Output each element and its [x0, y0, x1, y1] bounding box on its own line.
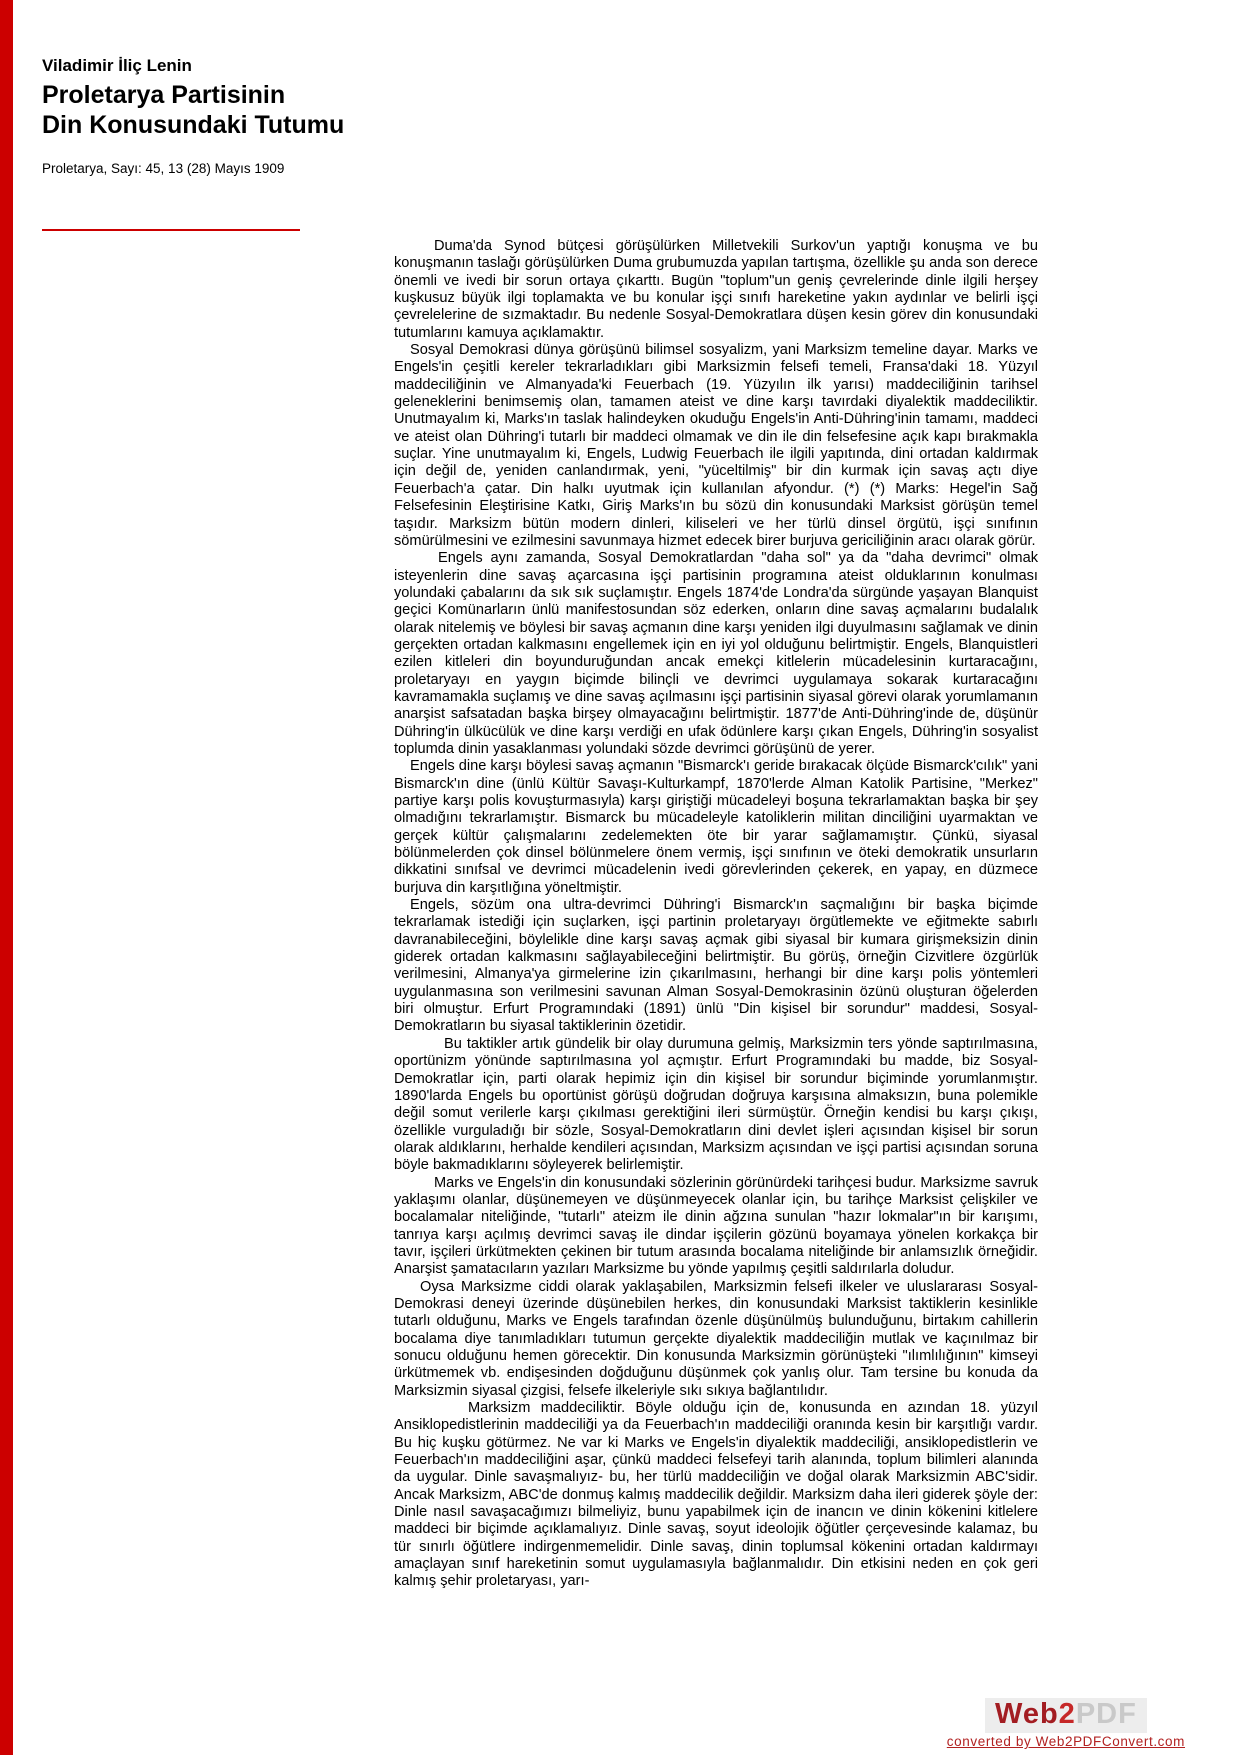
web2pdf-watermark	[947, 1698, 1185, 1749]
red-accent-bar	[0, 0, 13, 1755]
web2pdfconvert-link[interactable]: converted by Web2PDFConvert.com	[946, 1734, 1185, 1749]
article-paragraph: Duma'da Synod bütçesi görüşülürken Milletvekili Surkov'un yaptığı konuşma ve bu konuşmanın taslağı görüşülürken Duma grubumuzda yapılan tartışma, özellikle şu anda son derece önemli ve ivedi bir sorun ortaya çıkarttı. Bugün "toplum"un geniş çevrelerinde dinle ilgili herşey kuşkusuz büyük ilgi toplamakta ve bu konular işçi sınıfı hareketine yakın aydınlar ve belirli işçi çevrelelerine de sızmaktadır. Bu nedenle Sosyal-Demokratlara düşen kesin görev din konusundaki tutumlarını kamuya açıklamaktır.	[394, 238, 1038, 341]
article-body	[394, 238, 1038, 1591]
page-title	[42, 80, 344, 140]
web2pdf-logo	[985, 1698, 1147, 1733]
article-paragraph: Marksizm maddeciliktir. Böyle olduğu için de, konusunda en azından 18. yüzyıl Ansiklopedistlerinin maddeciliği ya da Feuerbach'ın maddeciliği oranında kesin bir karşıtlığı vardır. Bu hiç kuşku götürmez. Ne var ki Marks ve Engels'in diyalektik maddeciliği, ansiklopedistlerin ve Feuerbach'ın maddeciliğini aşar, çünkü maddeci felsefeyi tarih alanında, toplum bilimleri alanında da uygular. Dinle savaşmalıyız- bu, her türlü maddeciliğin ve doğal olarak Marksizmin ABC'sidir. Ancak Marksizm, ABC'de donmuş kalmış maddecilik değildir. Marksizm daha ileri giderek şöyle der: Dinle nasıl savaşacağımızı bilmeliyiz, bunu yapabilmek için de inancın ve dinin kökenini kitlelere maddeci bir biçimde açıklamalıyız. Dinle savaş, soyut ideolojik öğütler çerçevesinde kalamaz, bu tür sınırlı öğütlere indirgenmemelidir. Dinle savaş, dinin toplumsal kökenini ortadan kaldırmayı amaçlayan sınıf hareketinin somut uygulamasıyla bağlanmalıdır. Din etkisini neden en çok geri kalmış şehir proletaryası, yarı-	[394, 1400, 1038, 1590]
article-paragraph: Sosyal Demokrasi dünya görüşünü bilimsel sosyalizm, yani Marksizm temeline dayar. Marks ve Engels'in çeşitli kereler tekrarladıkları gibi Marksizmin felsefi temeli, Fransa'daki 18. Yüzyıl maddeciliğinin ve Almanyada'ki Feuerbach (19. Yüzyılın ilk yarısı) maddeciliğinin tarihsel geleneklerini benimsemiş olan, tamamen ateist ve dine karşı tavırdaki diyalektik maddeciliktir. Unutmayalım ki, Marks'ın taslak halindeyken okuduğu Engels'in Anti-Dühring'inin tamamı, maddeci ve ateist olan Dühring'i tutarlı bir maddeci olmamak ve din ile din felsefesine açık kapı bırakmakla suçlar. Yine unutmayalım ki, Engels, Ludwig Feuerbach ile ilgili yapıtında, dini ortadan kaldırmak için değil de, yeniden canlandırmak, yeni, "yüceltilmiş" bir din kurmak için savaş açtı diye Feuerbach'a çatar. Din halkı uyutmak için kullanılan afyondur. (*) (*) Marks: Hegel'in Sağ Felsefesinin Eleştirisine Katkı, Giriş Marks'ın bu sözü din konusundaki Marksist görüşün temel taşıdır. Marksizm bütün modern dinleri, kiliseleri ve her türlü dinsel örgütü, işçi sınıfının sömürülmesini ve ezilmesini savunmaya hizmet edecek birer burjuva gericiliğinin aracı olarak görür.	[394, 342, 1038, 549]
document-header	[42, 56, 344, 140]
article-paragraph: Oysa Marksizme ciddi olarak yaklaşabilen, Marksizmin felsefi ilkeler ve uluslararası Sosyal-Demokrasi deneyi üzerinde düşünebilen herkes, din konusundaki Marksist taktiklerin kesinlikle tutarlı olduğunu, Marks ve Engels tarafından özenle düşünülmüş bulunduğunu, birtakım cahillerin bocalama diye tanımladıkları tutumun gerçekte diyalektik maddeciliğin mutlak ve kaçınılmaz bir sonucu olduğunu hemen görecektir. Din konusunda Marksizmin görünüşteki "ılımlılığının" kimseyi ürkütmemek vb. endişesinden doğduğunu düşünmek çok yanlış olur. Tam tersine bu konuda da Marksizmin siyasal çizgisi, felsefe ilkeleriyle sıkı sıkıya bağlantılıdır.	[394, 1278, 1038, 1399]
title-line-1: Proletarya Partisinin	[42, 80, 286, 109]
author-name: Viladimir İliç Lenin	[42, 56, 192, 75]
article-paragraph: Engels dine karşı böylesi savaş açmanın "Bismarck'ı geride bırakacak ölçüde Bismarck'cılık" yani Bismarck'ın dine (ünlü Kültür Savaşı-Kulturkampf, 1870'lerde Alman Katolik Partisine, "Merkez" partiye karşı polis kovuşturmasıyla) karşı giriştiği mücadeleyi boşuna tekrarlamaktan başka bir şey olmadığını tekrarlamıştır. Bismarck bu mücadeleyle katoliklerin militan dinciliğini uyarmaktan ve gerçek kültür çalışmalarını zedelemekten öte bir yarar sağlamamıştır. Çünkü, siyasal bölünmelerden çok dinsel bölünmelere önem vermiş, işçi sınıfının ve öteki demokratik unsurların dikkatini sınıfsal ve devrimci mücadelenin ivedi görevlerinden çekerek, en yapay, en düzmece burjuva din karşıtlığına yöneltmiştir.	[394, 758, 1038, 896]
logo-text-web: Web	[994, 1698, 1059, 1731]
logo-text-pdf: PDF	[1075, 1698, 1137, 1731]
title-line-2: Din Konusundaki Tutumu	[42, 110, 345, 139]
publication-source-line: Proletarya, Sayı: 45, 13 (28) Mayıs 1909	[42, 161, 285, 176]
article-paragraph: Engels, sözüm ona ultra-devrimci Dühring'i Bismarck'ın saçmalığını bir başka biçimde tekrarlamak istediği için suçlarken, işçi partinin proletaryayı örgütlemekte ve eğitmekte sabırlı davranabileceğini, böylelikle dine karşı savaş açmak gibi siyasal bir kumara girişmeksizin dinin giderek ortadan kalkmasını sağlayabileceğini belirtmiştir. Bu görüş, örneğin Cizvitlere özgürlük verilmesini, Almanya'ya girmelerine izin çıkarılmasını, herhangi bir dine karşı polis yöntemleri uygulanmasına son verilmesini savunan Alman Sosyal-Demokrasinin özünü oluşturan öğelerden biri olmuştur. Erfurt Programındaki (1891) ünlü "Din kişisel bir sorundur" maddesi, Sosyal-Demokratların bu siyasal taktiklerinin özetidir.	[394, 897, 1038, 1035]
article-paragraph: Engels aynı zamanda, Sosyal Demokratlardan "daha sol" ya da "daha devrimci" olmak isteyenlerin dine savaş açarcasına işçi partisinin programına ateist olduklarının konulması yolundaki çabalarını da sık sık suçlamıştır. Engels 1874'de Londra'da sürgünde yaşayan Blanquist geçici Komünarların ünlü manifestosundan söz ederken, onların dine savaş açmalarını budalalık olarak nitelemiş ve böylesi bir savaş açmanın dine karşı yeniden ilgi duyulmasını sağlamak ve dinin gerçekten ortadan kalkmasını engellemek için en iyi yol olduğunu belirtmiştir. Engels, Blanquistleri ezilen kitleleri din boyunduruğundan ancak emekçi kitlelerin mücadelesinin kurtaracağını, proletaryayı en yaygın biçimde bilinçli ve devrimci uygulamaya sokarak kurtaracağını kavramamakla suçlamış ve dine savaş açılmasını işçi partisinin siyasal görevi olarak yorumlamanın anarşist safsatadan başka birşey olmayacağını belirtmiştir. 1877'de Anti-Dühring'inde de, düşünür Dühring'in ülkücülük ve dine karşı verdiği en ufak ödünlere karşı çıkan Engels, Dühring'in sosyalist toplumda dinin yasaklanması yolundaki sözde devrimci görüşünü de yerer.	[394, 550, 1038, 757]
article-paragraph: Bu taktikler artık gündelik bir olay durumuna gelmiş, Marksizmin ters yönde saptırılmasına, oportünizm yönünde saptırılmasına yol açmıştır. Erfurt Programındaki bu madde, biz Sosyal-Demokratlar için, parti olarak hepimiz için din kişisel bir sorundur biçiminde yorumlanmıştır. 1890'larda Engels bu oportünist görüşü doğrudan doğruya karşısına almaksızın, buna polemikle değil somut verilerle karşı çıkılması gerektiğini ileri sürmüştür. Örneğin kendisi bu karşı çıkışı, özellikle vurguladığı bir sözle, Sosyal-Demokratların dini devlet işleri açısından kişisel bir sorun olarak aldıklarını, herhalde kendileri açısından, Marksizm açısından ve işçi partisi açısından soruna böyle bakmadıklarını söyleyerek belirlemiştir.	[394, 1035, 1038, 1174]
logo-text-2: 2	[1058, 1698, 1076, 1731]
red-divider-line	[42, 229, 300, 231]
article-paragraph: Marks ve Engels'in din konusundaki sözlerinin görünürdeki tarihçesi budur. Marksizme savruk yaklaşımı olanlar, düşünemeyen ve düşünmeyecek olanlar için, bu tarihçe Marksist çelişkiler ve bocalamalar niteliğinde, "tutarlı" ateizm ile dinin ağzına sunulan "hazır lokmalar"ın bir karışımı, tanrıya karşı açılmış devrimci savaş ile dindar işçilerin gözünü boyamaya yönelen korkakça bir tavır, işçileri ürkütmekten çekinen bir tutum arasında bocalama niteliğinde bir anlamsızlık örneğidir. Anarşist şamatacıların yazıları Marksizme bu yönde yapılmış çeşitli saldırılarla doludur.	[394, 1174, 1038, 1278]
